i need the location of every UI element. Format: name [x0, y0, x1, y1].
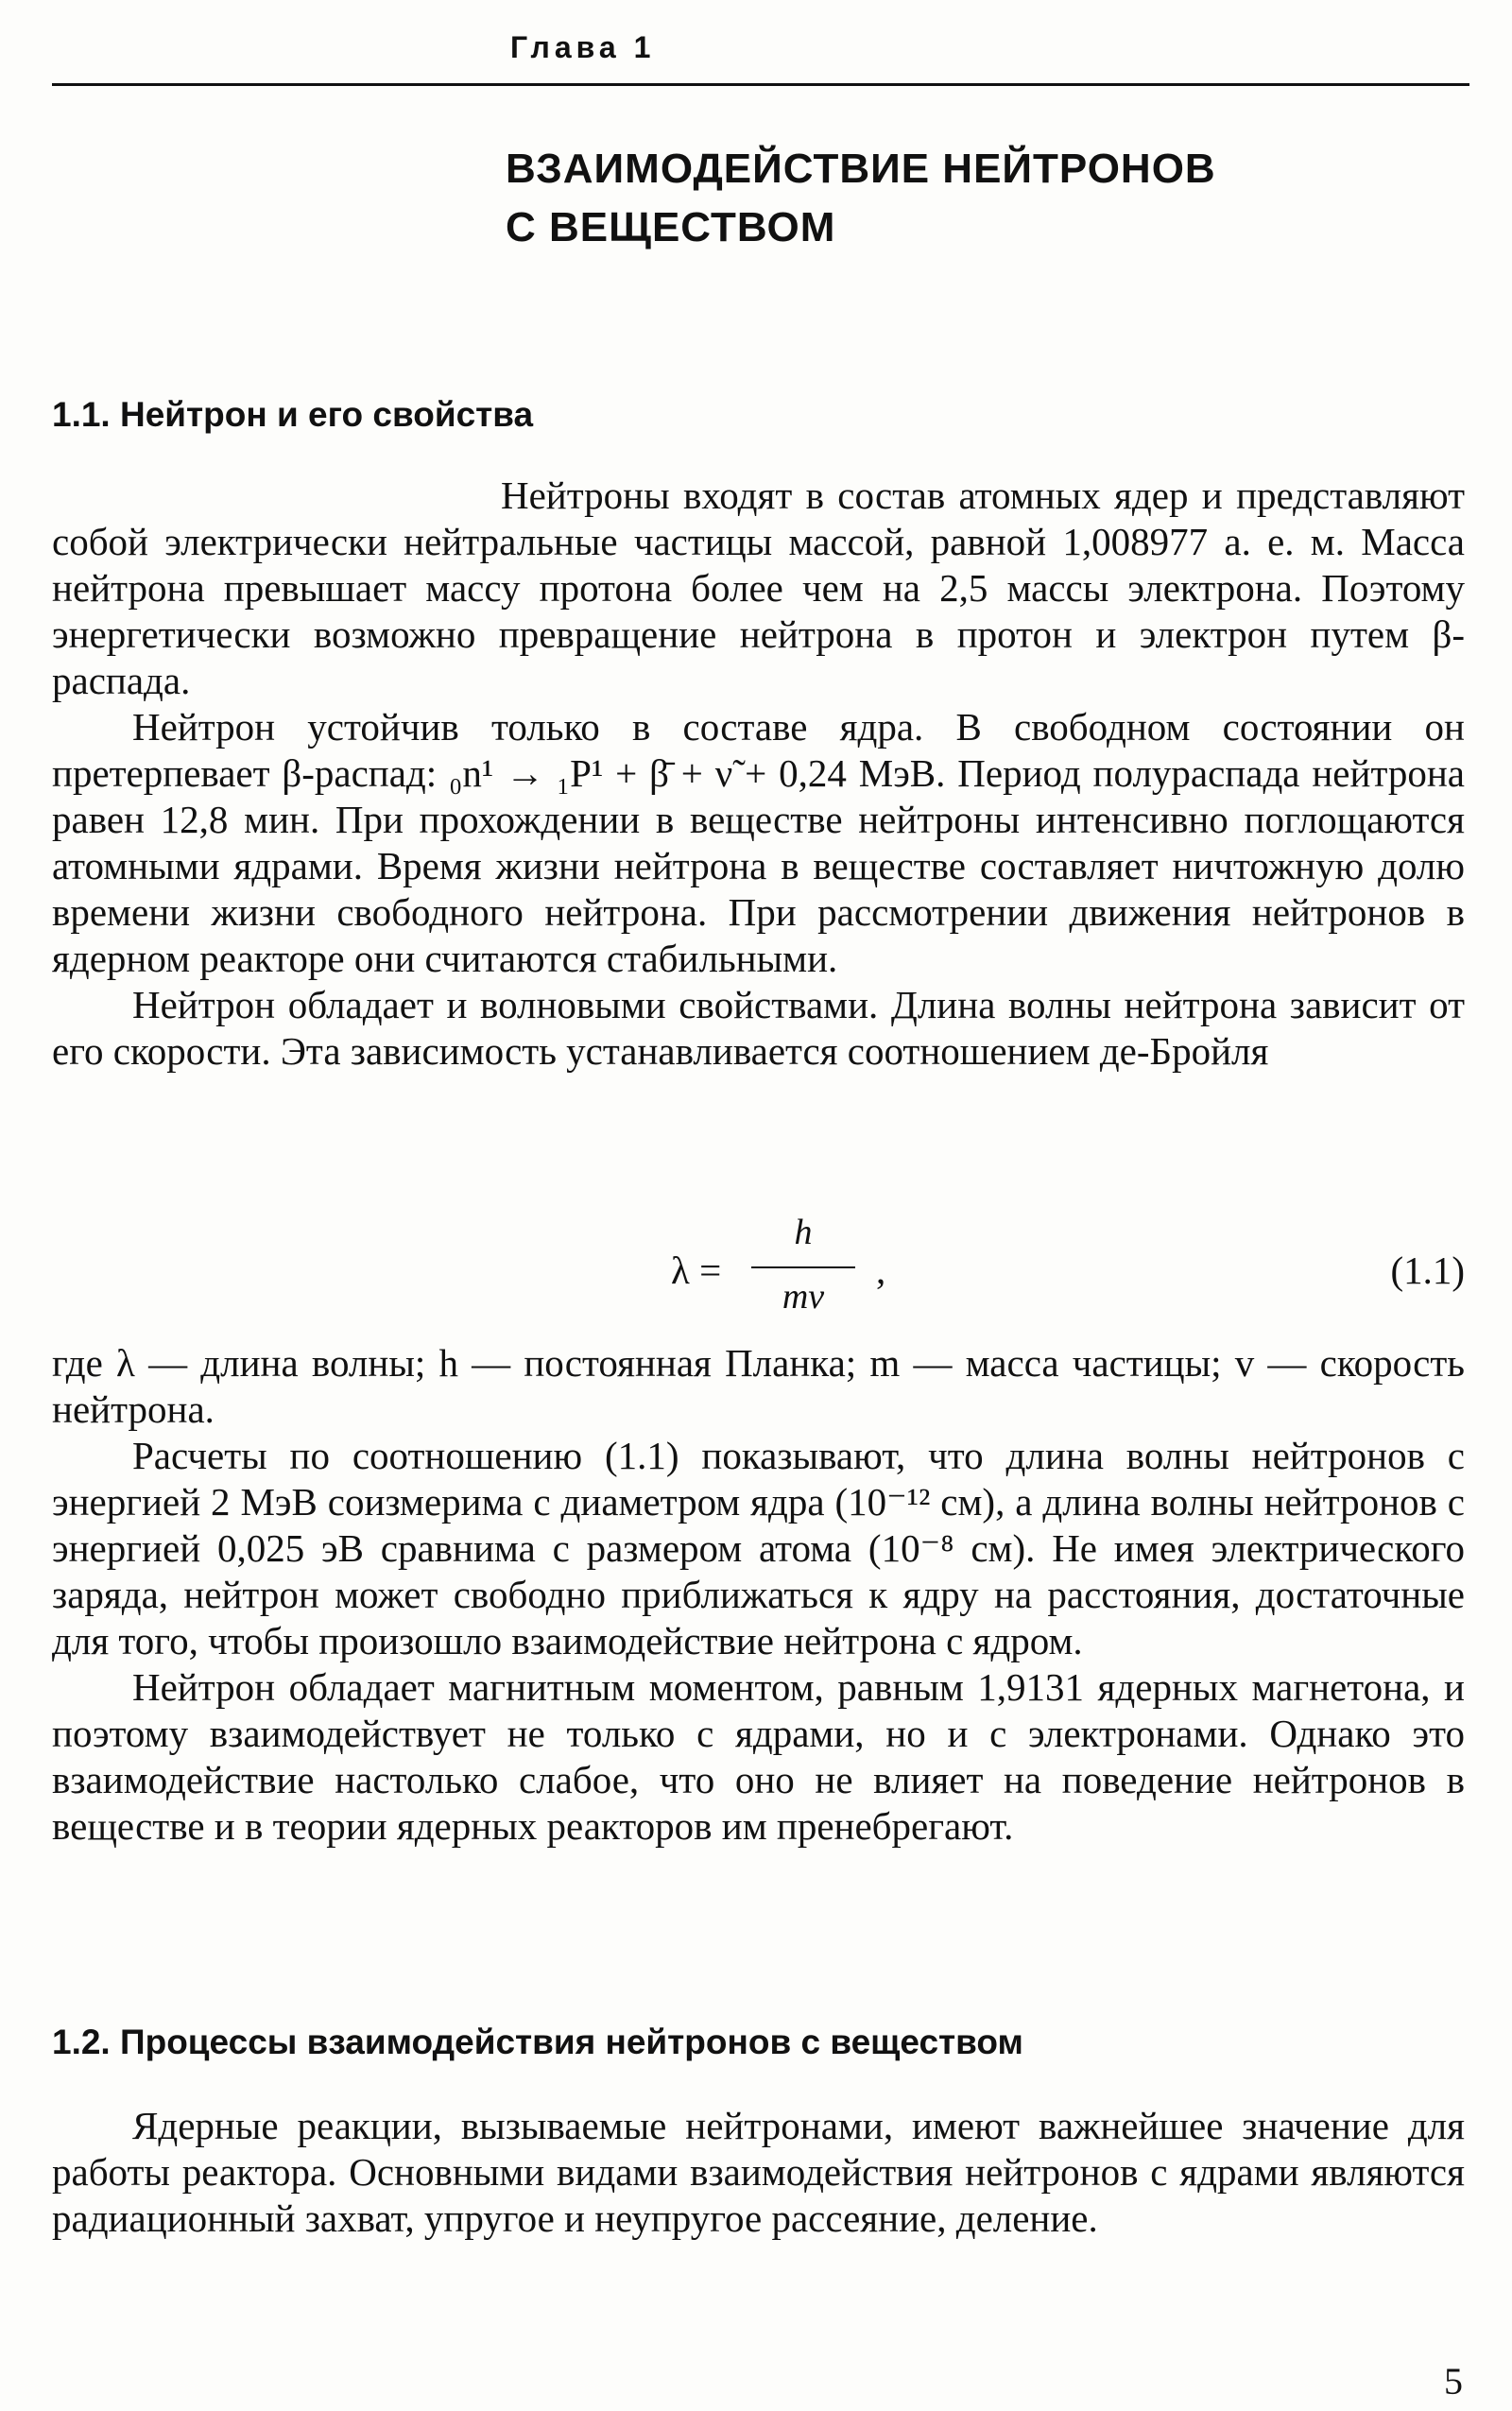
paragraph [52, 704, 1465, 982]
page-number: 5 [1444, 2360, 1463, 2402]
section1-text-part1 [52, 473, 1465, 1075]
paragraph: Ядерные реакции, вызываемые нейтронами, имеют важнейшее значение для работы реактора. Основными видами взаимодействия нейтронов с ядрами являются радиационный захват, упругое и неупругое рассеяние, деление. [52, 2104, 1465, 2240]
formula-de-broglie [52, 1210, 1465, 1323]
paragraph-text: Период полураспада нейтрона равен 12,8 мин. При прохождении в веществе нейтроны интенсивно поглощаются атомными ядрами. Время жизни нейтрона в веществе составляет ничтожную долю времени жизни свободного нейтрона. При рассмотрении движения нейтронов в ядерном реакторе они считаются стабильными. [52, 751, 1465, 980]
beta-decay-reaction: ₀n¹ → ₁P¹ + β̄ + ν̃ + 0,24 МэВ. [449, 751, 946, 795]
chapter-title [506, 140, 1216, 257]
formula-comma: , [876, 1249, 886, 1292]
section-heading-1-2: 1.2. Процессы взаимодействия нейтронов с веществом [52, 2023, 1023, 2061]
paragraph: где λ — длина волны; h — постоянная Планка; m — масса частицы; v — скорость нейтрона. [52, 1341, 1465, 1431]
paragraph: Расчеты по соотношению (1.1) показывают, что длина волны нейтронов с энергией 2 МэВ соизмерима с диаметром ядра (10⁻¹² см), а длина волны нейтронов с энергией 0,025 эВ сравнима с размером атома (10⁻⁸ см). Не имея электрического заряда, нейтрон может свободно приближаться к ядру на расстояния, достаточные для того, чтобы произошло взаимодействие нейтрона с ядром. [52, 1434, 1465, 1662]
chapter-title-line2: С ВЕЩЕСТВОМ [506, 204, 836, 250]
paragraph: Нейтрон обладает и волновыми свойствами. Длина волны нейтрона зависит от его скорости. Эта зависимость устанавливается соотношением де-Бройля [52, 983, 1465, 1073]
chapter-title-line1: ВЗАИМОДЕЙСТВИЕ НЕЙТРОНОВ [506, 146, 1216, 192]
section-heading-1-1: 1.1. Нейтрон и его свойства [52, 395, 534, 434]
equation-number: (1.1) [1390, 1249, 1465, 1292]
paragraph: Нейтрон обладает магнитным моментом, равным 1,9131 ядерных магнетона, и поэтому взаимодействует не только с ядрами, но и с электронами. Однако это взаимодействие настолько слабое, что оно не влияет на поведение нейтронов в веществе и в теории ядерных реакторов им пренебрегают. [52, 1665, 1465, 1848]
chapter-label: Глава 1 [510, 30, 656, 64]
paragraph-text: Нейтрон устойчив только в составе ядра. В свободном состоянии он претерпевает β-распад: [52, 705, 1465, 795]
formula-numerator: h [794, 1213, 813, 1252]
section2-text [52, 2103, 1465, 2242]
header-rule [52, 83, 1469, 86]
paragraph: Нейтроны входят в состав атомных ядер и представляют собой электрически нейтральные частицы массой, равной 1,008977 а. е. м. Масса нейтрона превышает массу протона более чем на 2,5 массы электрона. Поэтому энергетически возможно превращение нейтрона в протон и электрон путем β-распада. [52, 474, 1465, 702]
fraction-bar [751, 1266, 855, 1268]
formula-lhs: λ = [671, 1249, 722, 1292]
section1-text-part2 [52, 1340, 1465, 1850]
formula-denominator: mv [782, 1277, 825, 1317]
formula-fraction [732, 1210, 874, 1323]
